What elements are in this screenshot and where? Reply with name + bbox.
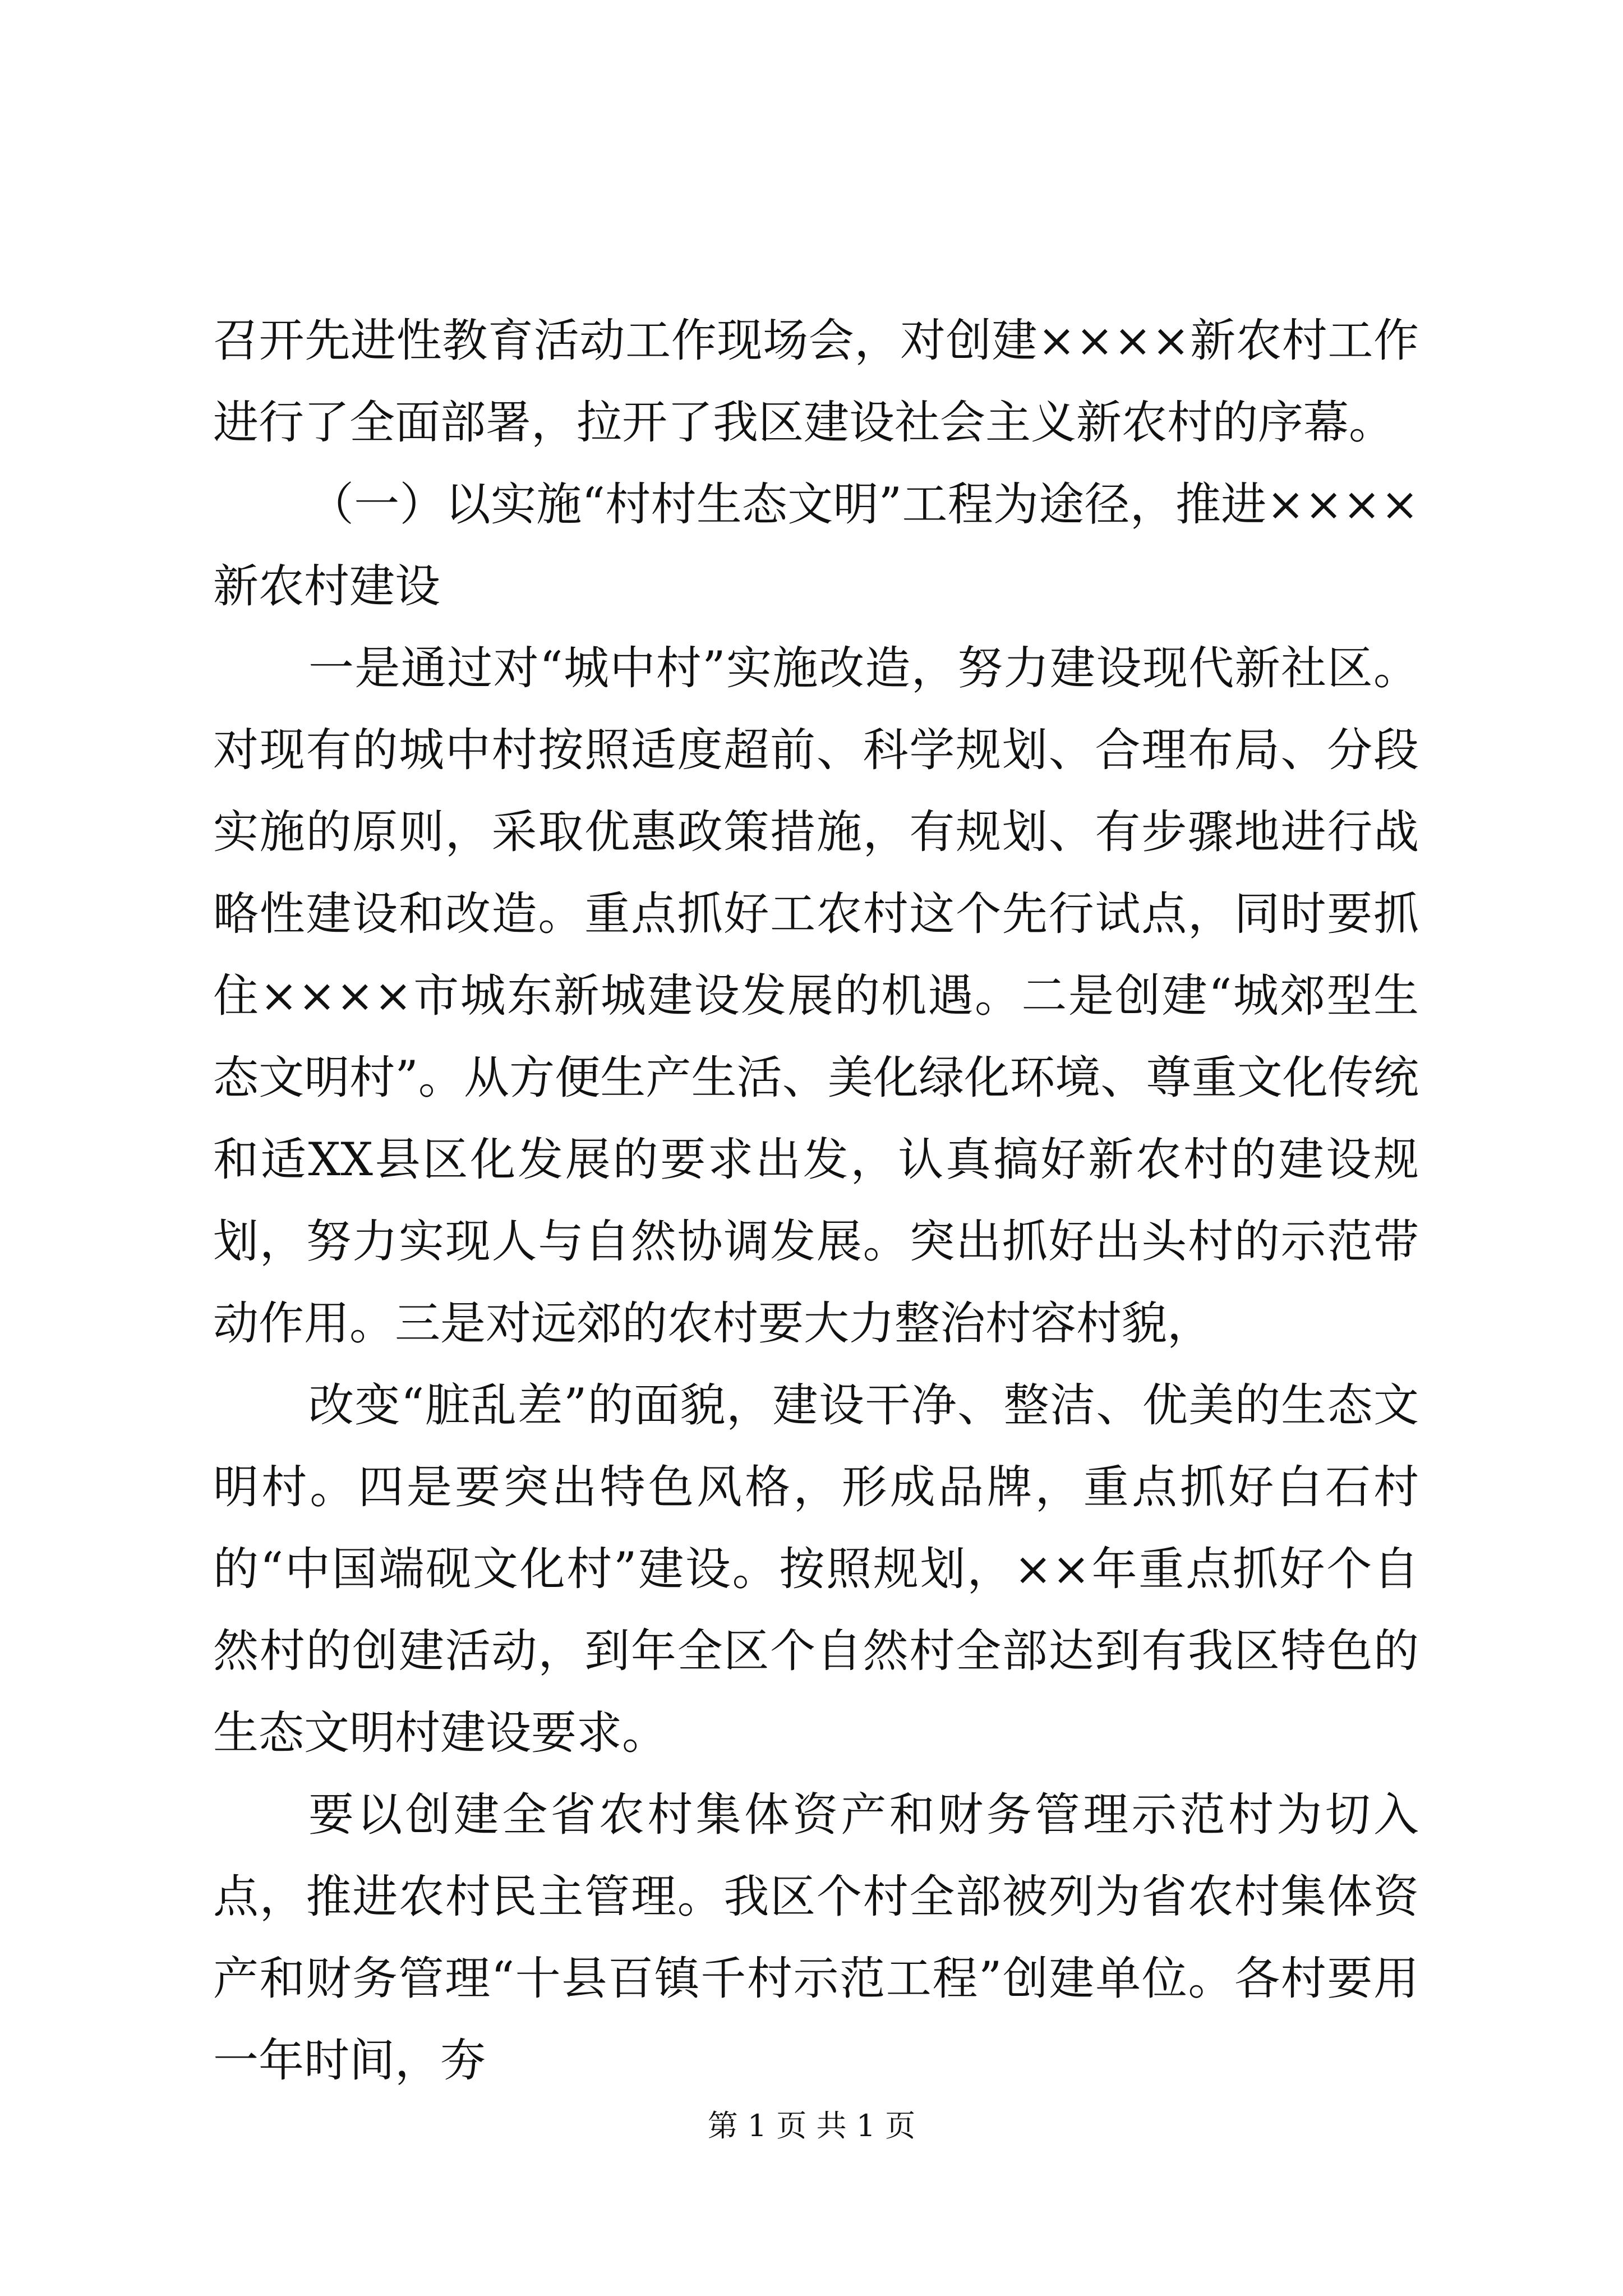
- paragraph-3: 改变“脏乱差”的面貌，建设干净、整洁、优美的生态文明村。四是要突出特色风格，形成品牌，重点抓好白石村的“中国端砚文化村”建设。按照规划，××年重点抓好个自然村的创建活动，到年全区个自然村全部达到有我区特色的生态文明村建设要求。: [213, 1379, 1419, 1760]
- paragraph-1: 召开先进性教育活动工作现场会，对创建××××新农村工作进行了全面部署，拉开了我区建设社会主义新农村的序幕。: [213, 315, 1419, 449]
- paragraph-2: 一是通过对“城中村”实施改造，努力建设现代新社区。对现有的城中村按照适度超前、科学规划、合理布局、分段实施的原则，采取优惠政策措施，有规划、有步骤地进行战略性建设和改造。重点抓好工农村这个先行试点，同时要抓住××××市城东新城建设发展的机遇。二是创建“城郊型生态文明村”。从方便生产生活、美化绿化环境、尊重文化传统和适XX县区化发展的要求出发，认真搞好新农村的建设规划，努力实现人与自然协调发展。突出抓好出头村的示范带动作用。三是对远郊的农村要大力整治村容村貌，: [213, 642, 1419, 1350]
- paragraph-4: 要以创建全省农村集体资产和财务管理示范村为切入点，推进农村民主管理。我区个村全部被列为省农村集体资产和财务管理“十县百镇千村示范工程”创建单位。各村要用一年时间，夯: [213, 1789, 1419, 2087]
- section-heading: （一）以实施“村村生态文明”工程为途径，推进××××新农村建设: [213, 478, 1419, 613]
- document-body: [213, 300, 1419, 2102]
- page-number-footer: 第 1 页 共 1 页: [707, 2108, 916, 2143]
